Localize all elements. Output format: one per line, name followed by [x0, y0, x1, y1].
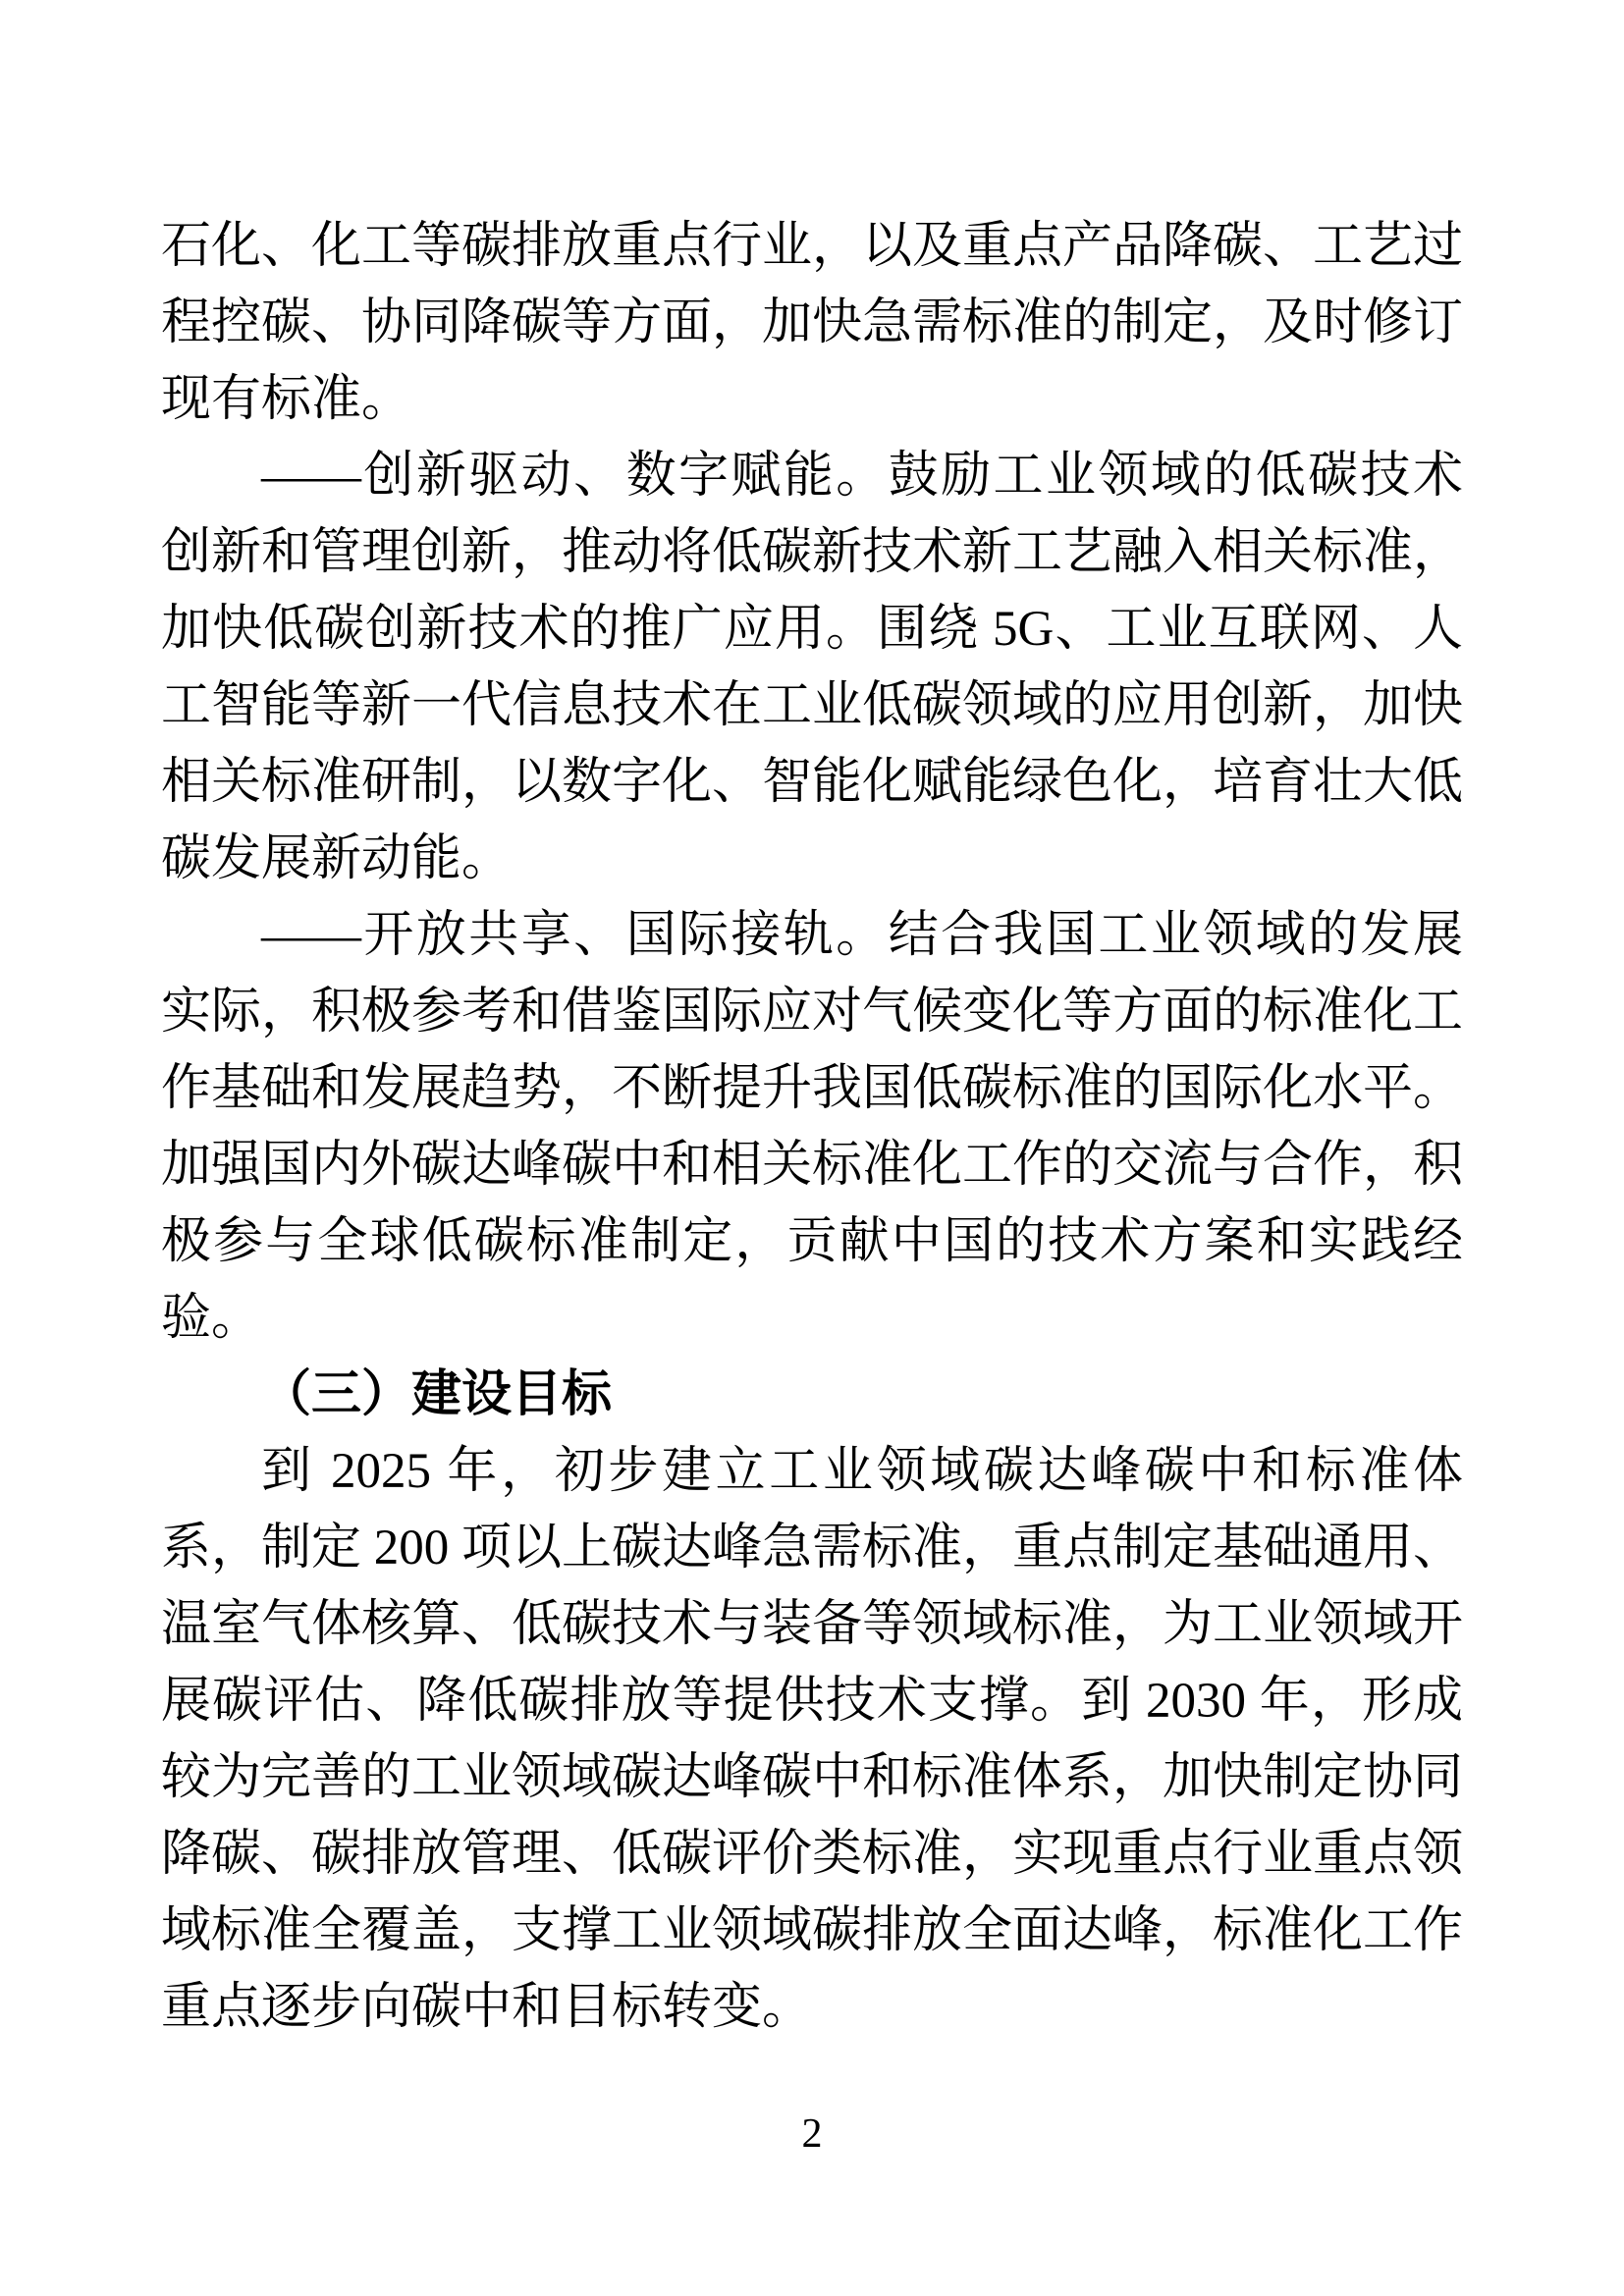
section-heading-construction-goals: （三）建设目标	[261, 1367, 613, 1422]
page-number: 2	[801, 2111, 823, 2157]
dash-lead-innovation: ——创新驱动、数字赋能。	[261, 449, 889, 504]
paragraph-continuation: 石化、化工等碳排放重点行业，以及重点产品降碳、工艺过程控碳、协同降碳等方面，加快急需标准的制定，及时修订现有标准。	[161, 219, 1464, 427]
paragraph-goals-detail: 到 2025 年，初步建立工业领域碳达峰碳中和标准体系，制定 200 项以上碳达峰急需标准，重点制定基础通用、温室气体核算、低碳技术与装备等领域标准，为工业领域开展碳评估、降低碳排放等提供技术支撑。到 2030 年，形成较为完善的工业领域碳达峰碳中和标准体系，加快制定协同降碳、碳排放管理、低碳评价类标准，实现重点行业重点领域标准全覆盖，支撑工业领域碳排放全面达峰，标准化工作重点逐步向碳中和目标转变。	[161, 1444, 1464, 2035]
paragraph-principle-innovation	[161, 438, 1463, 897]
paragraph-text: 鼓励工业领域的低碳技术创新和管理创新，推动将低碳新技术新工艺融入相关标准，加快低碳创新技术的推广应用。围绕 5G、工业互联网、人工智能等新一代信息技术在工业低碳领域的应用创新，加快相关标准研制，以数字化、智能化赋能绿色化，培育壮大低碳发展新动能。	[161, 449, 1464, 886]
page-footer	[0, 2110, 1624, 2158]
document-body	[161, 208, 1463, 2046]
paragraph-text: 结合我国工业领域的发展实际，积极参考和借鉴国际应对气候变化等方面的标准化工作基础和发展趋势，不断提升我国低碳标准的国际化水平。加强国内外碳达峰碳中和相关标准化工作的交流与合作，积极参与全球低碳标准制定，贡献中国的技术方案和实践经验。	[161, 908, 1464, 1346]
paragraph-principle-openness	[161, 897, 1463, 1357]
dash-lead-openness: ——开放共享、国际接轨。	[261, 908, 889, 963]
